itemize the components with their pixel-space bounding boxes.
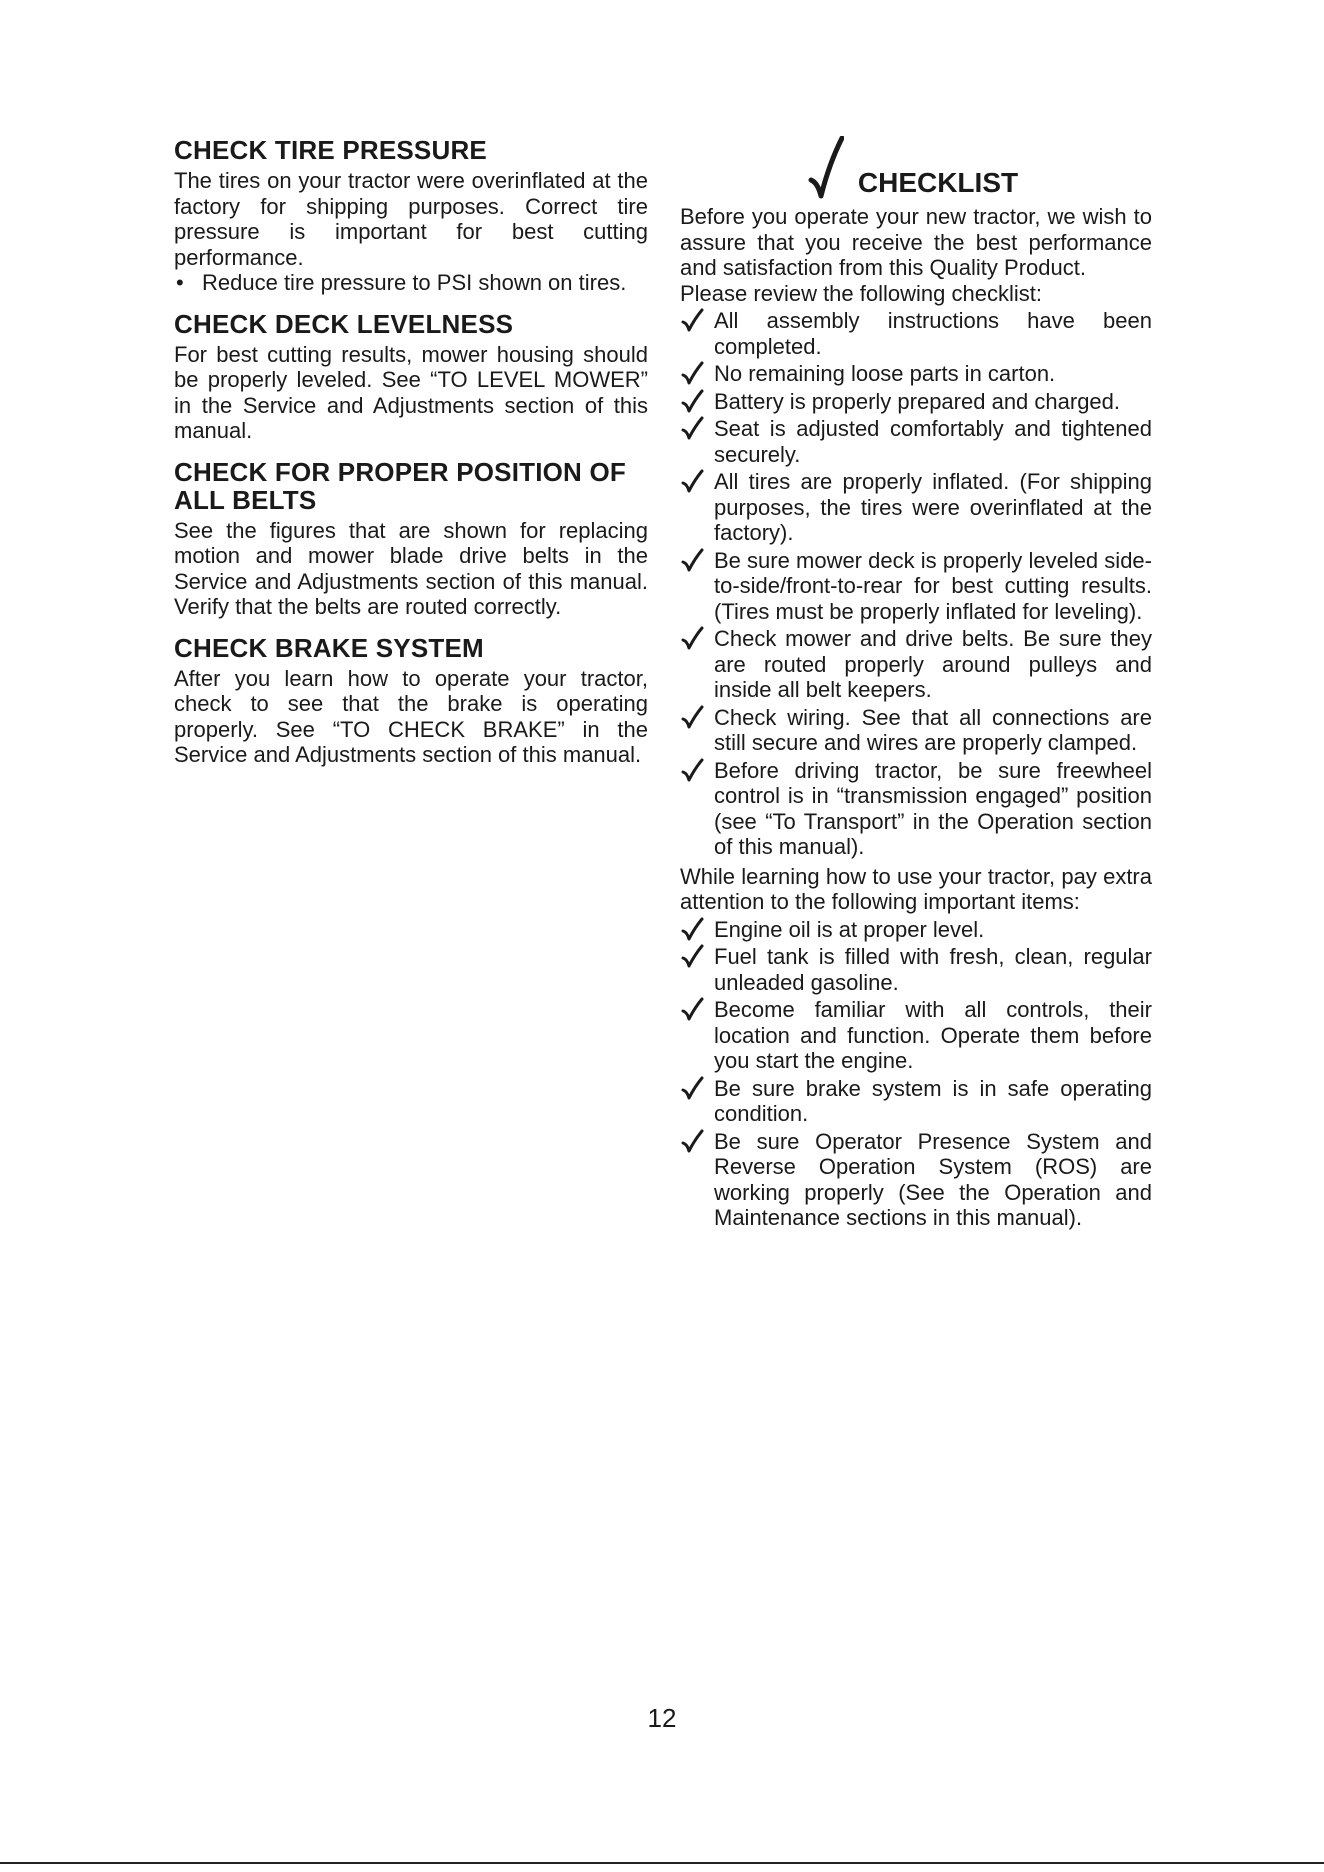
section-heading: CHECK FOR PROPER POSITION OF ALL BELTS xyxy=(174,456,626,515)
section-tire-pressure xyxy=(174,136,648,296)
checklist-item xyxy=(680,944,1152,995)
bullet-dot-icon: • xyxy=(176,270,184,295)
checklist-items xyxy=(680,308,1152,860)
checklist-intro: Before you operate your new tractor, we wish to assure that you receive the best performance and satisfaction from this Quality Product. xyxy=(680,204,1152,280)
checklist-item xyxy=(680,1129,1152,1231)
checklist-item-text: All tires are properly inflated. (For shipping purposes, the tires were overinflated at the factory). xyxy=(714,469,1152,545)
checklist-item-text: All assembly instructions have been completed. xyxy=(714,308,1152,359)
checklist-item xyxy=(680,705,1152,756)
checklist-item-text: Be sure Operator Presence System and Reverse Operation System (ROS) are working properly (See the Operation and Maintenance sections in this manual). xyxy=(714,1128,1152,1230)
section-brake-system xyxy=(174,634,648,768)
check-mark-icon xyxy=(680,997,714,1021)
checklist-heading xyxy=(680,166,1152,200)
checklist-prompt: Please review the following checklist: xyxy=(680,280,1042,306)
checklist-item xyxy=(680,416,1152,467)
left-column xyxy=(174,136,648,782)
section-text: The tires on your tractor were overinflated at the factory for shipping purposes. Correct tire pressure is important for best cutting performance. xyxy=(174,168,648,270)
check-mark-icon xyxy=(680,389,714,413)
check-mark-icon xyxy=(680,416,714,440)
checklist-item xyxy=(680,548,1152,625)
checklist-title: CHECKLIST xyxy=(857,167,1019,198)
checklist-item-text: Check wiring. See that all connections are still secure and wires are properly clamped. xyxy=(714,704,1152,755)
checklist-item xyxy=(680,308,1152,359)
checklist-item-text: Engine oil is at proper level. xyxy=(714,916,985,942)
checklist-item-text: Be sure brake system is in safe operating condition. xyxy=(714,1075,1152,1126)
check-mark-icon xyxy=(680,1076,714,1100)
section-deck-levelness xyxy=(174,310,648,444)
check-mark-icon xyxy=(680,705,714,729)
section-text: After you learn how to operate your tractor, check to see that the brake is operating properly. See “TO CHECK BRAKE” in the Service and Adjustments section of this manual. xyxy=(174,665,648,767)
section-heading: CHECK TIRE PRESSURE xyxy=(174,135,487,165)
checklist-item xyxy=(680,758,1152,860)
section-text: See the figures that are shown for replacing motion and mower blade drive belts in the Service and Adjustments section of this manual. Verify that the belts are routed correctly. xyxy=(174,517,648,619)
checklist-item-text: Become familiar with all controls, their location and function. Operate them before you start the engine. xyxy=(714,997,1152,1073)
checklist-item xyxy=(680,1076,1152,1127)
bullet-text: Reduce tire pressure to PSI shown on tires. xyxy=(202,270,627,295)
checklist-item xyxy=(680,917,1152,943)
checklist-item xyxy=(680,997,1152,1074)
section-heading: CHECK DECK LEVELNESS xyxy=(174,308,514,339)
checklist-item-text: Check mower and drive belts. Be sure they are routed properly around pulleys and inside all belt keepers. xyxy=(714,626,1152,702)
check-mark-icon xyxy=(680,626,714,650)
check-mark-icon xyxy=(680,758,714,782)
check-mark-icon xyxy=(680,361,714,385)
checklist-item-text: Battery is properly prepared and charged. xyxy=(714,388,1121,414)
bottom-rule xyxy=(0,1862,1324,1864)
checklist-item-text: Fuel tank is filled with fresh, clean, regular unleaded gasoline. xyxy=(714,944,1152,995)
learning-intro: While learning how to use your tractor, pay extra attention to the following important items: xyxy=(680,863,1152,914)
check-mark-icon xyxy=(680,469,714,493)
learning-items xyxy=(680,917,1152,1231)
checklist-item xyxy=(680,469,1152,546)
check-mark-icon xyxy=(680,1129,714,1153)
check-mark-icon xyxy=(680,944,714,968)
checklist-item-text: Before driving tractor, be sure freewheel control is in “transmission engaged” position (see “To Transport” in the Operation section of this manual). xyxy=(714,757,1152,859)
right-column xyxy=(680,166,1152,1231)
check-mark-icon xyxy=(680,917,714,941)
section-heading: CHECK BRAKE SYSTEM xyxy=(174,632,484,663)
check-mark-icon xyxy=(680,548,714,572)
page-number: 12 xyxy=(647,1703,677,1733)
checklist-item-text: Be sure mower deck is properly leveled side-to-side/front-to-rear for best cutting results. (Tires must be properly inflated for leveling). xyxy=(714,547,1152,624)
checklist-item xyxy=(680,389,1152,415)
section-text: For best cutting results, mower housing should be properly leveled. See “TO LEVEL MOWER” in the Service and Adjustments section of this manual. xyxy=(174,341,648,443)
section-belts xyxy=(174,458,648,620)
check-mark-icon xyxy=(680,308,714,332)
checklist-item-text: No remaining loose parts in carton. xyxy=(714,361,1056,386)
checklist-item xyxy=(680,626,1152,703)
checklist-item xyxy=(680,361,1152,387)
checklist-item-text: Seat is adjusted comfortably and tightened securely. xyxy=(714,416,1152,467)
bullet-item xyxy=(174,270,648,296)
check-mark-icon xyxy=(808,136,844,200)
